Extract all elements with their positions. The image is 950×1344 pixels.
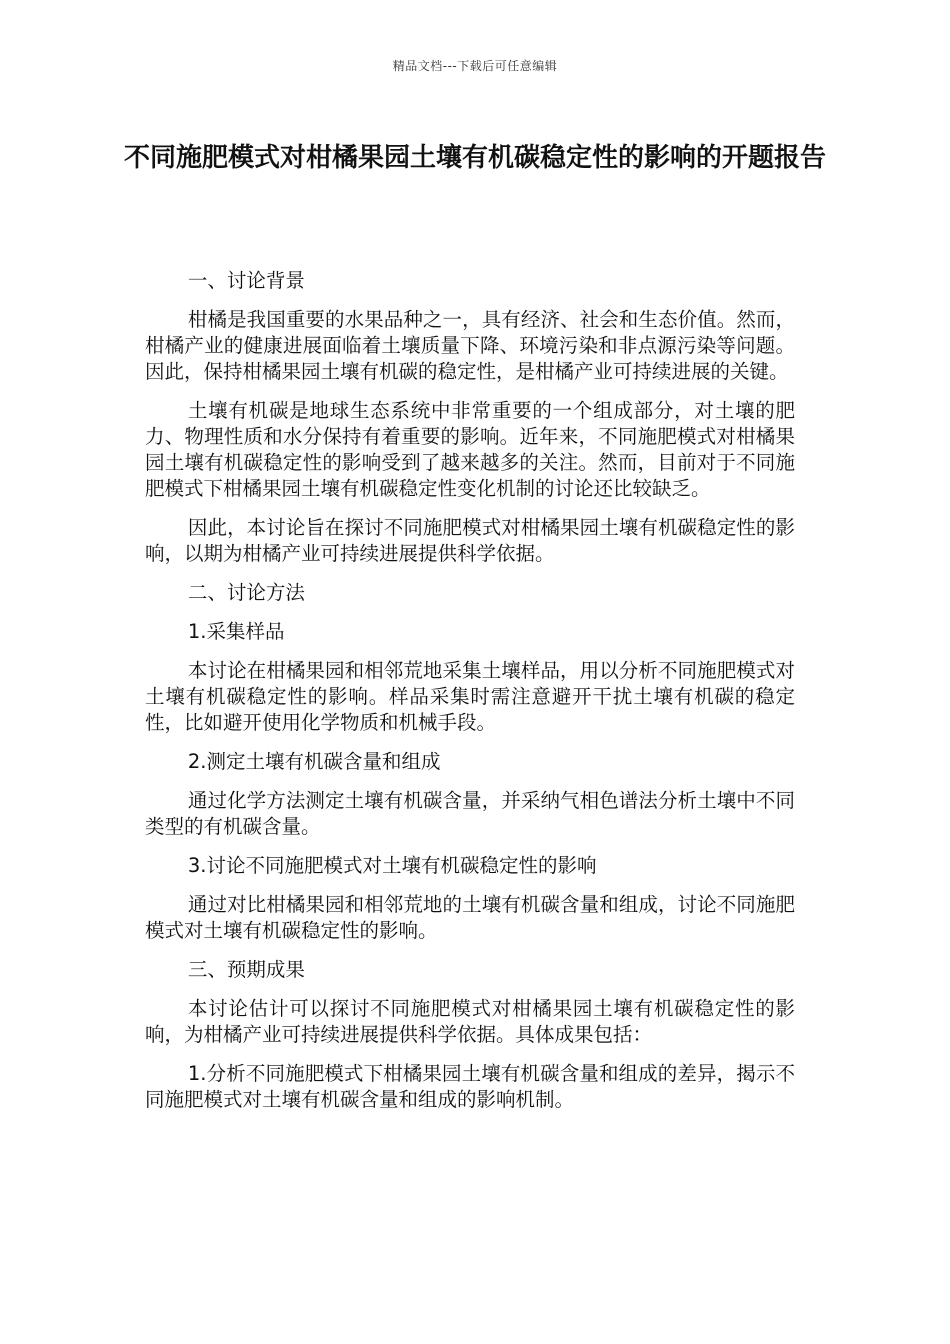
subheading-analysis: 3.讨论不同施肥模式对土壤有机碳稳定性的影响 xyxy=(187,854,597,877)
header-note: 精品文档---下载后可任意编辑 xyxy=(392,59,558,73)
paragraph: 通过化学方法测定土壤有机碳含量，并采纳气相色谱法分析土壤中不同类型的有机碳含量。 xyxy=(145,789,795,838)
paragraph: 本讨论在柑橘果园和相邻荒地采集土壤样品，用以分析不同施肥模式对土壤有机碳稳定性的影响。样品采集时需注意避开干扰土壤有机碳的稳定性，比如避开使用化学物质和机械手段。 xyxy=(145,659,795,734)
subheading-sampling: 1.采集样品 xyxy=(187,620,285,643)
paragraph: 通过对比柑橘果园和相邻荒地的土壤有机碳含量和组成，讨论不同施肥模式对土壤有机碳稳定性的影响。 xyxy=(145,893,795,942)
paragraph: 本讨论估计可以探讨不同施肥模式对柑橘果园土壤有机碳稳定性的影响，为柑橘产业可持续进展提供科学依据。具体成果包括： xyxy=(145,997,795,1046)
section-heading-methods: 二、讨论方法 xyxy=(187,581,305,604)
section-heading-background: 一、讨论背景 xyxy=(187,269,305,292)
subheading-measurement: 2.测定土壤有机碳含量和组成 xyxy=(187,750,441,773)
paragraph: 土壤有机碳是地球生态系统中非常重要的一个组成部分，对土壤的肥力、物理性质和水分保持有着重要的影响。近年来，不同施肥模式对柑橘果园土壤有机碳稳定性的影响受到了越来越多的关注。然而，目前对于不同施肥模式下柑橘果园土壤有机碳稳定性变化机制的讨论还比较缺乏。 xyxy=(145,399,795,500)
section-heading-expected-results: 三、预期成果 xyxy=(187,958,305,981)
paragraph: 1.分析不同施肥模式下柑橘果园土壤有机碳含量和组成的差异，揭示不同施肥模式对土壤有机碳含量和组成的影响机制。 xyxy=(145,1062,795,1111)
paragraph: 因此，本讨论旨在探讨不同施肥模式对柑橘果园土壤有机碳稳定性的影响，以期为柑橘产业可持续进展提供科学依据。 xyxy=(145,516,795,565)
document-body xyxy=(145,268,795,1126)
paragraph: 柑橘是我国重要的水果品种之一，具有经济、社会和生态价值。然而，柑橘产业的健康进展面临着土壤质量下降、环境污染和非点源污染等问题。因此，保持柑橘果园土壤有机碳的稳定性，是柑橘产业可持续进展的关键。 xyxy=(145,308,795,383)
document-title: 不同施肥模式对柑橘果园土壤有机碳稳定性的影响的开题报告 xyxy=(123,143,826,173)
